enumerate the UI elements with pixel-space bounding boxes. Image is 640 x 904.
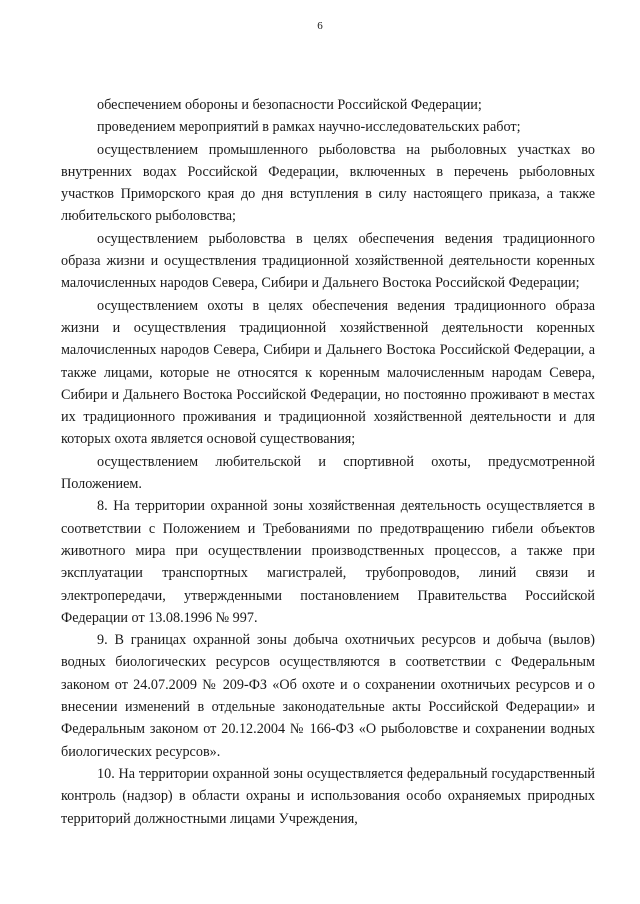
paragraph-amateur-hunting: осуществлением любительской и спортивной охоты, предусмотренной Положением. [61,453,595,493]
paragraph-item-9: 9. В границах охранной зоны добыча охотничьих ресурсов и добыча (вылов) водных биологических ресурсов осуществляются в соответствии с Федеральным законом от 24.07.2009 № 209-ФЗ «Об охоте и о сохранении охотничьих ресурсов и о внесении изменений в отдельные законодательные акты Российской Федерации» и Федеральным законом от 20.12.2004 № 166-ФЗ «О рыболовстве и сохранении водных биологических ресурсов». [61,632,595,760]
paragraph-industrial-fishing: осуществлением промышленного рыболовства на рыболовных участках во внутренних водах Российской Федерации, включенных в перечень рыболовных участков Приморского края до дня вступления в силу настоящего приказа, а также любительского рыболовства; [61,141,595,225]
document-body [61,94,595,830]
paragraph-research: проведением мероприятий в рамках научно-исследовательских работ; [97,119,521,136]
paragraph-item-10: 10. На территории охранной зоны осуществляется федеральный государственный контроль (надзор) в области охраны и использования особо охраняемых природных территорий должностными лицами Учреждения, [61,765,595,827]
paragraph-traditional-hunting: осуществлением охоты в целях обеспечения ведения традиционного образа жизни и осуществления традиционной хозяйственной деятельности коренных малочисленных народов Севера, Сибири и Дальнего Востока Российской Федерации, а также лицами, которые не относятся к коренным малочисленным народам Севера, Сибири и Дальнего Востока Российской Федерации, но постоянно проживают в местах их традиционного проживания и традиционной хозяйственной деятельности и для которых охота является основой существования; [61,297,595,448]
paragraph-traditional-fishing: осуществлением рыболовства в целях обеспечения ведения традиционного образа жизни и осуществления традиционной хозяйственной деятельности коренных малочисленных народов Севера, Сибири и Дальнего Востока Российской Федерации; [61,230,595,292]
paragraph-item-8: 8. На территории охранной зоны хозяйственная деятельность осуществляется в соответствии с Положением и Требованиями по предотвращению гибели объектов животного мира при осуществлении производственных процессов, а также при эксплуатации транспортных магистралей, трубопроводов, линий связи и электропередачи, утвержденными постановлением Правительства Российской Федерации от 13.08.1996 № 997. [61,498,595,626]
page-number: 6 [317,20,323,32]
paragraph-defense: обеспечением обороны и безопасности Российской Федерации; [97,97,482,113]
